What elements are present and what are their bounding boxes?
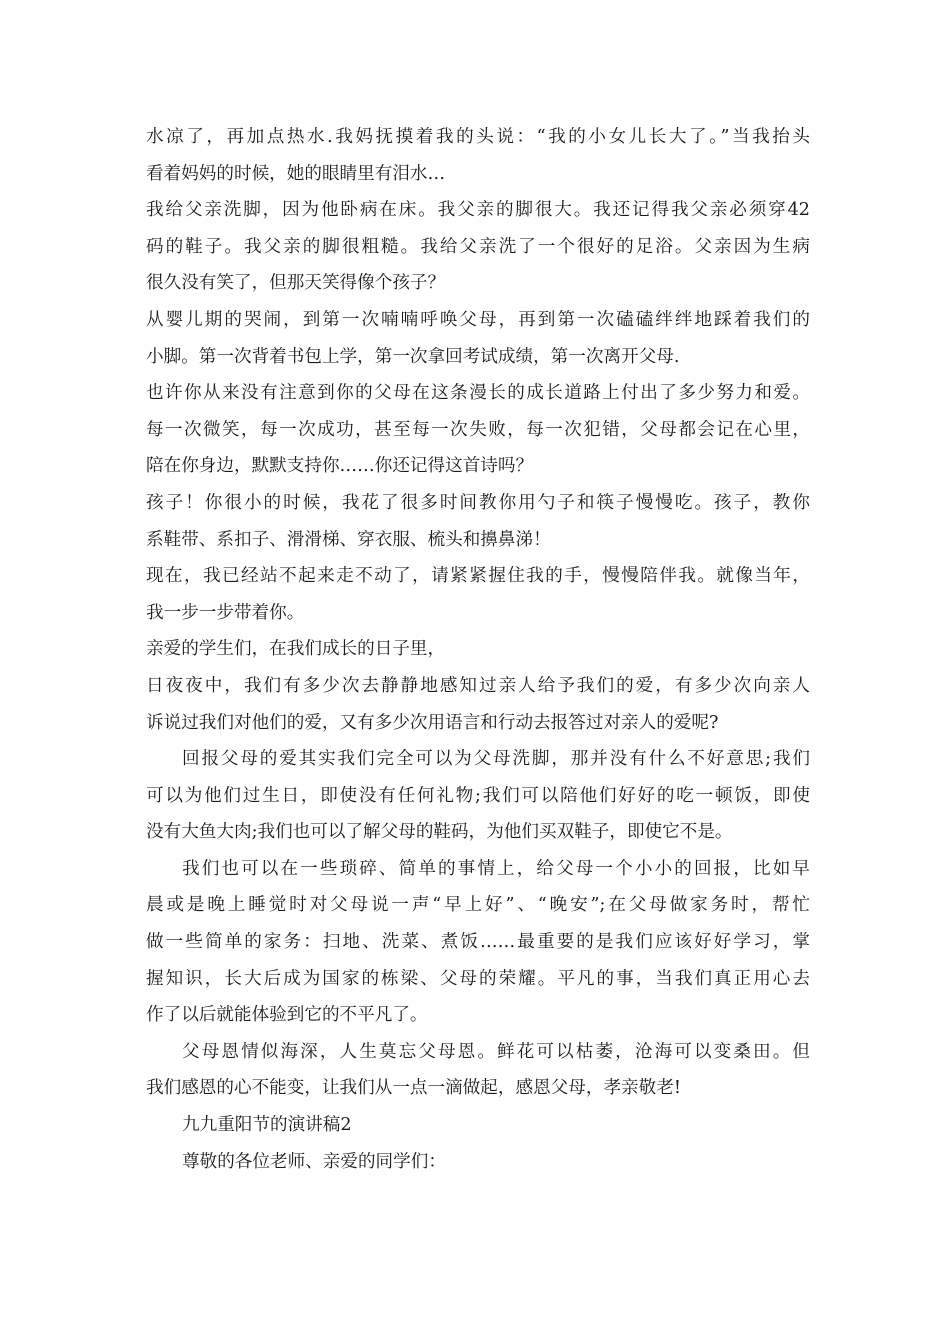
- text-line: 诉说过我们对他们的爱，又有多少次用语言和行动去报答过对亲人的爱呢?: [146, 712, 719, 733]
- text-line: 我们也可以在一些琐碎、简单的事情上，给父母一个小小的回报，比如早: [182, 858, 810, 879]
- text-line: 亲爱的学生们，在我们成长的日子里，: [146, 639, 446, 660]
- text-line: 我给父亲洗脚，因为他卧病在床。我父亲的脚很大。我还记得我父亲必须穿42: [146, 200, 810, 221]
- text-line: 孩子！你很小的时候，我花了很多时间教你用勺子和筷子慢慢吃。孩子，教你: [146, 492, 810, 513]
- text-line: 看着妈妈的时候，她的眼睛里有泪水…: [146, 163, 446, 184]
- document-body: [146, 119, 810, 1180]
- text-line: 做一些简单的家务：扫地、洗菜、煮饭……最重要的是我们应该好好学习，掌: [146, 932, 810, 953]
- text-line: 也许你从来没有注意到你的父母在这条漫长的成长道路上付出了多少努力和爱。: [146, 383, 810, 404]
- text-line: 从婴儿期的哭闹，到第一次喃喃呼唤父母，再到第一次磕磕绊绊地踩着我们的: [146, 309, 810, 330]
- text-line: 作了以后就能体验到它的不平凡了。: [146, 1005, 428, 1026]
- text-line: 我们感恩的心不能变，让我们从一点一滴做起，感恩父母，孝亲敬老!: [146, 1078, 681, 1099]
- text-line: 日夜夜中，我们有多少次去静静地感知过亲人给予我们的爱，有多少次向亲人: [146, 675, 810, 696]
- text-line: 现在，我已经站不起来走不动了，请紧紧握住我的手，慢慢陪伴我。就像当年，: [146, 566, 810, 587]
- text-line: 晨或是晚上睡觉时对父母说一声“早上好”、“晚安”;在父母做家务时，帮忙: [146, 895, 810, 916]
- text-line: 没有大鱼大肉;我们也可以了解父母的鞋码，为他们买双鞋子，即使它不是。: [146, 822, 733, 843]
- text-line: 父母恩情似海深，人生莫忘父母恩。鲜花可以枯萎，沧海可以变桑田。但: [182, 1041, 810, 1062]
- text-line: 码的鞋子。我父亲的脚很粗糙。我给父亲洗了一个很好的足浴。父亲因为生病: [146, 236, 810, 257]
- text-line: 系鞋带、系扣子、滑滑梯、穿衣服、梳头和擤鼻涕！: [146, 529, 551, 550]
- text-line: 每一次微笑，每一次成功，甚至每一次失败，每一次犯错，父母都会记在心里，: [146, 419, 810, 440]
- text-line: 回报父母的爱其实我们完全可以为父母洗脚，那并没有什么不好意思;我们: [182, 749, 810, 770]
- text-line: 小脚。第一次背着书包上学，第一次拿回考试成绩，第一次离开父母.: [146, 346, 680, 367]
- text-line: 我一步一步带着你。: [146, 602, 305, 623]
- text-line: 水凉了，再加点热水.我妈抚摸着我的头说：“我的小女儿长大了。”当我抬头: [146, 127, 810, 147]
- text-line: 握知识，长大后成为国家的栋梁、父母的荣耀。平凡的事，当我们真正用心去: [146, 968, 810, 989]
- text-line: 很久没有笑了，但那天笑得像个孩子？: [146, 273, 446, 294]
- salutation: 尊敬的各位老师、亲爱的同学们：: [182, 1151, 446, 1172]
- section-heading: 九九重阳节的演讲稿2: [182, 1115, 352, 1136]
- text-line: 陪在你身边，默默支持你……你还记得这首诗吗？: [146, 456, 534, 477]
- text-line: 可以为他们过生日，即使没有任何礼物;我们可以陪他们好好的吃一顿饭，即使: [146, 785, 810, 806]
